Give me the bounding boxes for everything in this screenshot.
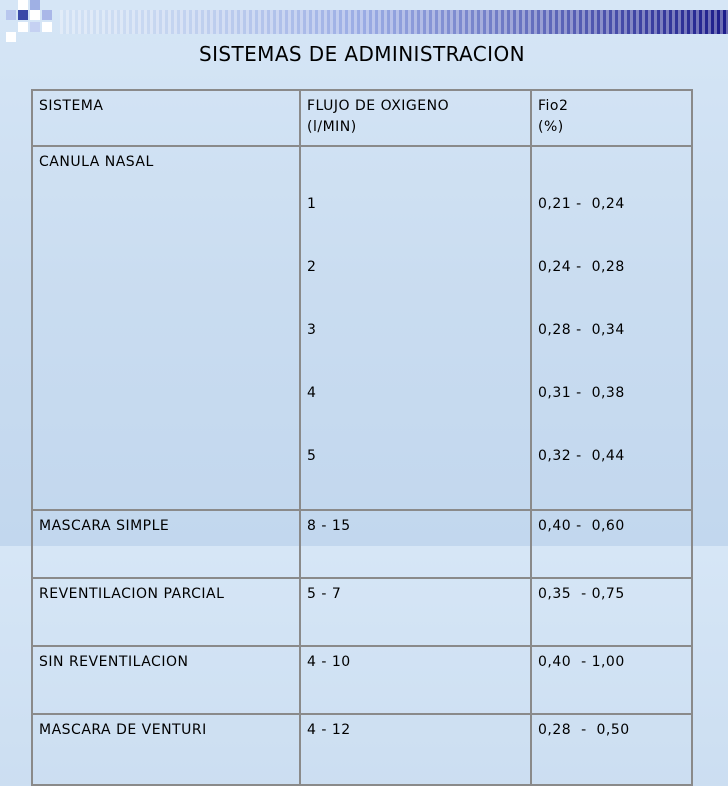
page-title: SISTEMAS DE ADMINISTRACION: [199, 42, 525, 66]
cell-fio2: 0,40 - 0,60: [531, 510, 692, 578]
table-row: [32, 146, 692, 510]
table-row: [32, 714, 692, 785]
table-row: [32, 646, 692, 714]
table-row: [32, 578, 692, 646]
cell-sistema: CANULA NASAL: [32, 146, 300, 510]
table-header-row: [32, 90, 692, 146]
cell-sistema: SIN REVENTILACION: [32, 646, 300, 714]
cell-sistema: REVENTILACION PARCIAL: [32, 578, 300, 646]
cell-flujo: 4 - 10: [300, 646, 531, 714]
header-decoration: [0, 0, 728, 45]
header-fio2: Fio2 (%): [531, 90, 692, 146]
cell-fio2: 0,35 - 0,75: [531, 578, 692, 646]
cell-sistema: MASCARA DE VENTURI: [32, 714, 300, 785]
cell-flujo: 5 - 7: [300, 578, 531, 646]
cell-fio2: 0,40 - 1,00: [531, 646, 692, 714]
table-row: [32, 510, 692, 578]
administration-systems-table: [31, 89, 693, 786]
cell-flujo: 1 2 3 4 5: [300, 146, 531, 510]
cell-fio2: 0,21 - 0,24 0,24 - 0,28 0,28 - 0,34 0,31 - 0,38 0,32 - 0,44: [531, 146, 692, 510]
cell-flujo: 8 - 15: [300, 510, 531, 578]
cell-sistema: MASCARA SIMPLE: [32, 510, 300, 578]
header-flujo: FLUJO DE OXIGENO (l/MIN): [300, 90, 531, 146]
cell-flujo: 4 - 12: [300, 714, 531, 785]
cell-fio2: 0,28 - 0,50: [531, 714, 692, 785]
header-sistema: SISTEMA: [32, 90, 300, 146]
